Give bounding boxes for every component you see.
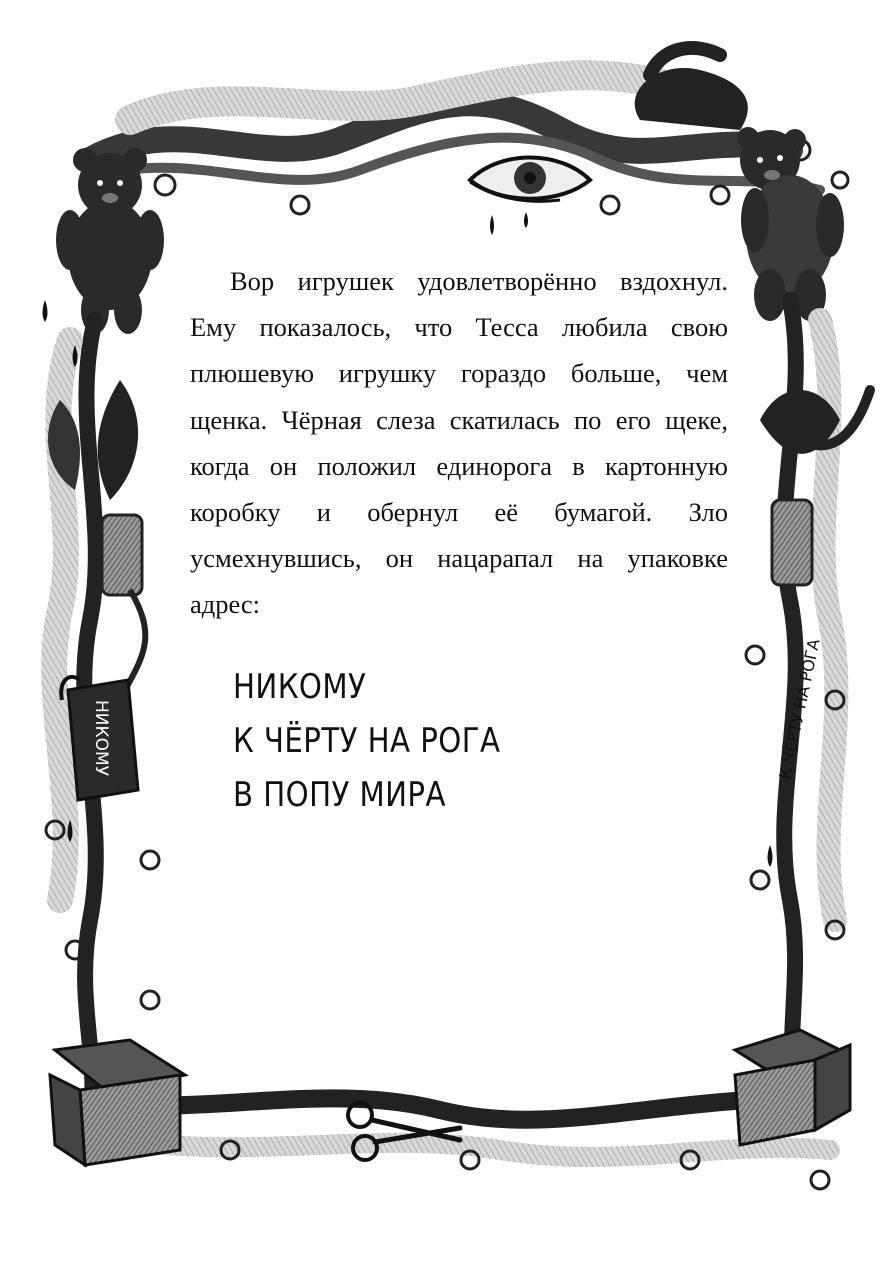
open-box-right-icon bbox=[735, 1030, 850, 1145]
open-box-left-icon bbox=[50, 1040, 185, 1165]
left-banner-label: НИКОМУ bbox=[91, 700, 111, 776]
top-vine bbox=[90, 48, 848, 214]
teddy-bear-right-icon bbox=[737, 127, 844, 321]
address-line: НИКОМУ bbox=[233, 667, 367, 707]
right-vine-label: К ЧЁРТУ НА РОГА bbox=[775, 637, 824, 781]
scrawled-address bbox=[233, 660, 594, 822]
address-line: К ЧЁРТУ НА РОГА bbox=[233, 721, 501, 761]
right-vine bbox=[746, 300, 870, 1120]
teddy-bear-left-icon bbox=[56, 148, 164, 334]
story-paragraph: Вор игрушек удовлетворённо вздохнул. Ему показалось, что Тесса любила свою плюшевую игрушку гораздо больше, чем щенка. Чёрная слеза скатилась по его щеке, когда он положил единорога в картонную коробку и обернул её бумагой. Зло усмехнувшись, он нацарапал на упаковке адрес: bbox=[190, 266, 728, 620]
eye-icon bbox=[470, 158, 590, 236]
address-line: В ПОПУ МИРА bbox=[233, 775, 446, 815]
